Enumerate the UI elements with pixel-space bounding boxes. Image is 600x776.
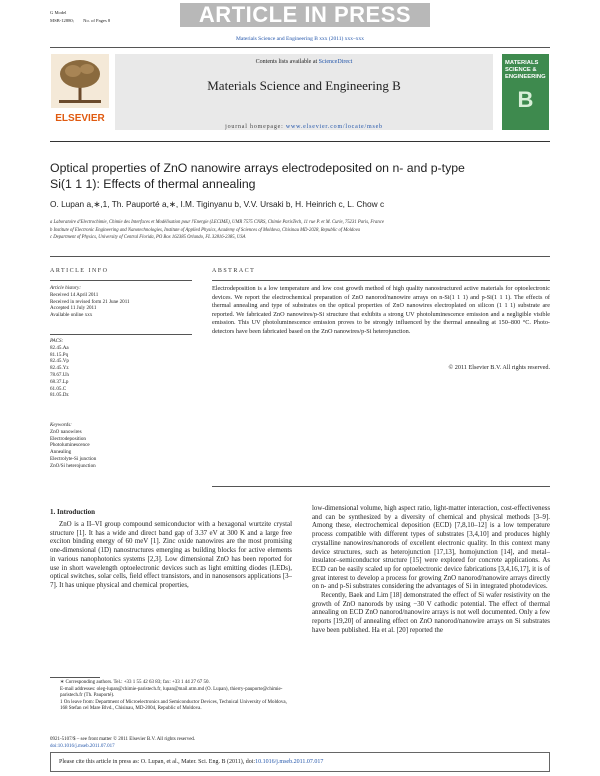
journal-cover [502,54,549,130]
pacs-code: 81.15.Pq [50,351,69,358]
page-count: No. of Pages 8 [83,18,111,23]
abstract-bottom-rule [212,486,550,487]
manuscript-ref [50,18,110,24]
article-title [50,160,550,192]
body-column-right [312,505,550,636]
issn-line: 0921-5107/$ – see front matter © 2011 Elsevier B.V. All rights reserved. [50,737,196,742]
issn-block [50,737,350,750]
pacs-list [50,338,192,399]
contents-prefix: Contents lists available at [255,59,319,65]
pacs-code: 61.05.C [50,385,67,392]
affiliation: a Laboratoire d'Electrochimie, Chimie des Interfaces et Modélisation pour l'Energie (LECIME), UMR 7575 CNRS, Chimie ParisTech, 11 rue P. et M. Curie, 75231 Paris, France [50,220,384,225]
footnote-on-leave: 1 On leave from: Department of Microelectronics and Semiconductor Devices, Technical University of Moldova, 168 Stefan cel Mare Blvd., Chisinau, MD-2004, Republic of Moldova. [60,699,287,712]
article-history [50,285,192,319]
pacs-code: 81.05.Dz [50,392,69,399]
section-heading-introduction: 1. Introduction [50,508,95,516]
masthead-rule [50,141,550,142]
pacs-code: 78.67.Uh [50,371,69,378]
title-line: Optical properties of ZnO nanowire arrays electrodeposited on n- and p-type [50,161,465,175]
keywords-label: Keywords: [50,422,72,428]
elsevier-wordmark: ELSEVIER [55,113,105,124]
cite-box [50,752,550,772]
history-rule [50,334,192,335]
sciencedirect-link[interactable]: ScienceDirect [318,59,353,65]
homepage-link[interactable]: www.elsevier.com/locate/mseb [285,124,383,130]
cover-title [505,60,546,81]
footnote-email: E-mail addresses: oleg-lupan@chimie-paristech.fr, lupan@mail.utm.md (O. Lupan), thierry-pauporte@chimie-paristech.fr (Th. Pauporté). [60,686,283,699]
paragraph: low-dimensional volume, high aspect ratio, light-matter interaction, cost-effectiveness and can be synthesized by a diversity of chemical and physical methods [3–9]. Among these, electrochemical deposition (ECD) [7,8,10–12] is a low temperature process compatible with different types of substrates [3,4,10] and produces highly crystalline nanowires/nanorods of excellent electronic quality. In this context many device structures, such as heterojunction [17,13], homojunction [14], and metal–insulator–semiconductor structure [15] were explored for concrete applications. As ECD can be easily scaled up for optoelectronic device fabrications [3,4,16,17], it is of great interest to develop a process for growing ZnO nanorod/nanowire arrays directly on n- and p-Si substrates considering the advantages of Si in integrated photodevices. [312,505,550,591]
abstract-rule [212,280,550,281]
keyword: Electrodeposition [50,435,86,442]
history-item: Received in revised form 21 June 2011 [50,298,130,305]
keyword: Annealing [50,449,72,456]
gmodel-label: G Model [50,10,67,15]
cover-line: MATERIALS [505,60,539,66]
keyword: ZnO/Si heterojunction [50,462,96,469]
keyword: Photoluminescence [50,442,90,449]
pacs-label: PACS: [50,338,64,344]
journal-masthead [115,54,493,130]
affiliations [50,219,550,242]
pacs-code: 68.37.Lp [50,378,69,385]
footnote-corresponding: ∗ Corresponding authors. Tel.: +33 1 55 42 63 83; fax: +33 1 44 27 67 50. [60,680,210,685]
banner-text: ARTICLE IN PRESS [198,2,412,27]
contents-line [115,59,493,65]
header-rule [50,47,550,48]
pacs-code: 82.45.Yz [50,365,69,372]
elsevier-tree-icon [51,54,109,108]
doi-line[interactable]: doi:10.1016/j.mseb.2011.07.017 [50,743,115,749]
journal-homepage [115,124,493,138]
affiliation: c Department of Physics, University of Central Florida, PO Box 162385 Orlando, FL 32816-2385, USA [50,235,246,241]
authors: O. Lupan a,∗,1, Th. Pauporté a,∗, I.M. Tiginyanu b, V.V. Ursaki b, H. Heinrich c, L. Chow c [50,199,385,209]
abstract-heading: ABSTRACT [212,268,256,274]
title-line: Si(1 1 1): Effects of thermal annealing [50,177,256,191]
journal-citation: Materials Science and Engineering B xxx (2011) xxx–xxx [236,36,364,42]
pacs-code: 82.45.Aa [50,344,69,351]
keywords-list [50,422,192,470]
keyword: ZnO nanowires [50,428,82,435]
cover-line: ENGINEERING [505,74,546,80]
article-in-press-banner [180,3,430,27]
history-item: Available online xxx [50,312,93,319]
cover-b-letter: B [517,87,534,112]
journal-title: Materials Science and Engineering B [207,78,401,93]
cite-doi-link[interactable]: 10.1016/j.mseb.2011.07.017 [255,759,324,765]
cover-line: SCIENCE & [505,67,537,73]
homepage-prefix: journal homepage: [225,124,286,130]
article-info-rule [50,280,192,281]
article-info-heading: ARTICLE INFO [50,268,109,274]
paragraph: Recently, Baek and Lim [18] demonstrated the effect of Si wafer resistivity on the growth of ZnO nanorods by using −30 V cathodic potential. The effect of thermal annealing on ECD ZnO nanorod/nanowire arrays is not well documented. Only a few reports [19,20] of annealing effect on ZnO nanorod/nanowire arrays on Si substrates have been published. Ha et al. [20] reported the [312,592,550,634]
cite-prefix: Please cite this article in press as: O. Lupan, et al., Mater. Sci. Eng. B (2011), doi: [59,759,256,765]
elsevier-logo [51,54,109,124]
paragraph: ZnO is a II–VI group compound semiconductor with a hexagonal wurtzite crystal structure [1]. It has a wide and direct band gap of 3.37 eV at 300 K and a large free exciton binding energy of 60 meV [1]. Zinc oxide nanowires are the most promising one-dimensional (1D) nanostructures emerging as building blocks for active elements in various nanophotonics systems [2,3]. Low dimensional ZnO has been reported for use in short wavelength optoelectronic devices such as light emitting diodes (LEDs), optical switches, solar cells, field effect transistors, and in nanosensors applications [3–7]. It has unique physical and chemical properties, [50,521,292,589]
history-item: Received 14 April 2011 [50,291,99,298]
history-item: Accepted 11 July 2011 [50,305,97,312]
manuscript-id: MSB-12880; [50,18,74,23]
footnote-rule [50,677,100,678]
affiliation: b Institute of Electronic Engineering and Nanotechnologies, Institute of Applied Physics, Academy of Sciences of Moldova, Chisinau MD-2028, Republic of Moldova [50,227,361,233]
keyword: Electrolyte-Si junction [50,455,97,462]
body-column-left [50,521,292,591]
footnotes [50,680,292,713]
pacs-code: 82.45.Vp [50,358,69,365]
history-label: Article history: [50,285,81,291]
title-rule [50,256,550,257]
abstract-text: Electrodeposition is a low temperature and low cost growth method of high quality nanostructured active materials for optoelectronic devices. We report the electrochemical preparation of ZnO nanorod/nanowire arrays on n-Si(1 1 1) and p-Si(1 1 1). The effects of thermal annealing and type of substrates on the optical properties of ZnO nanowires electroplated on silicon (1 1 1) substrate are reported. We fabricated ZnO nanowires/p-Si structure that exhibits a strong UV photoluminescence emission and a negligible visible emission. This UV photoluminescence emission proves to be strongly influenced by the thermal annealing at 150–800 °C. Photo-detectors have been fabricated based on the ZnO nanowires/p-Si heterojunction. [212,285,550,335]
copyright-line: © 2011 Elsevier B.V. All rights reserved. [448,364,550,371]
